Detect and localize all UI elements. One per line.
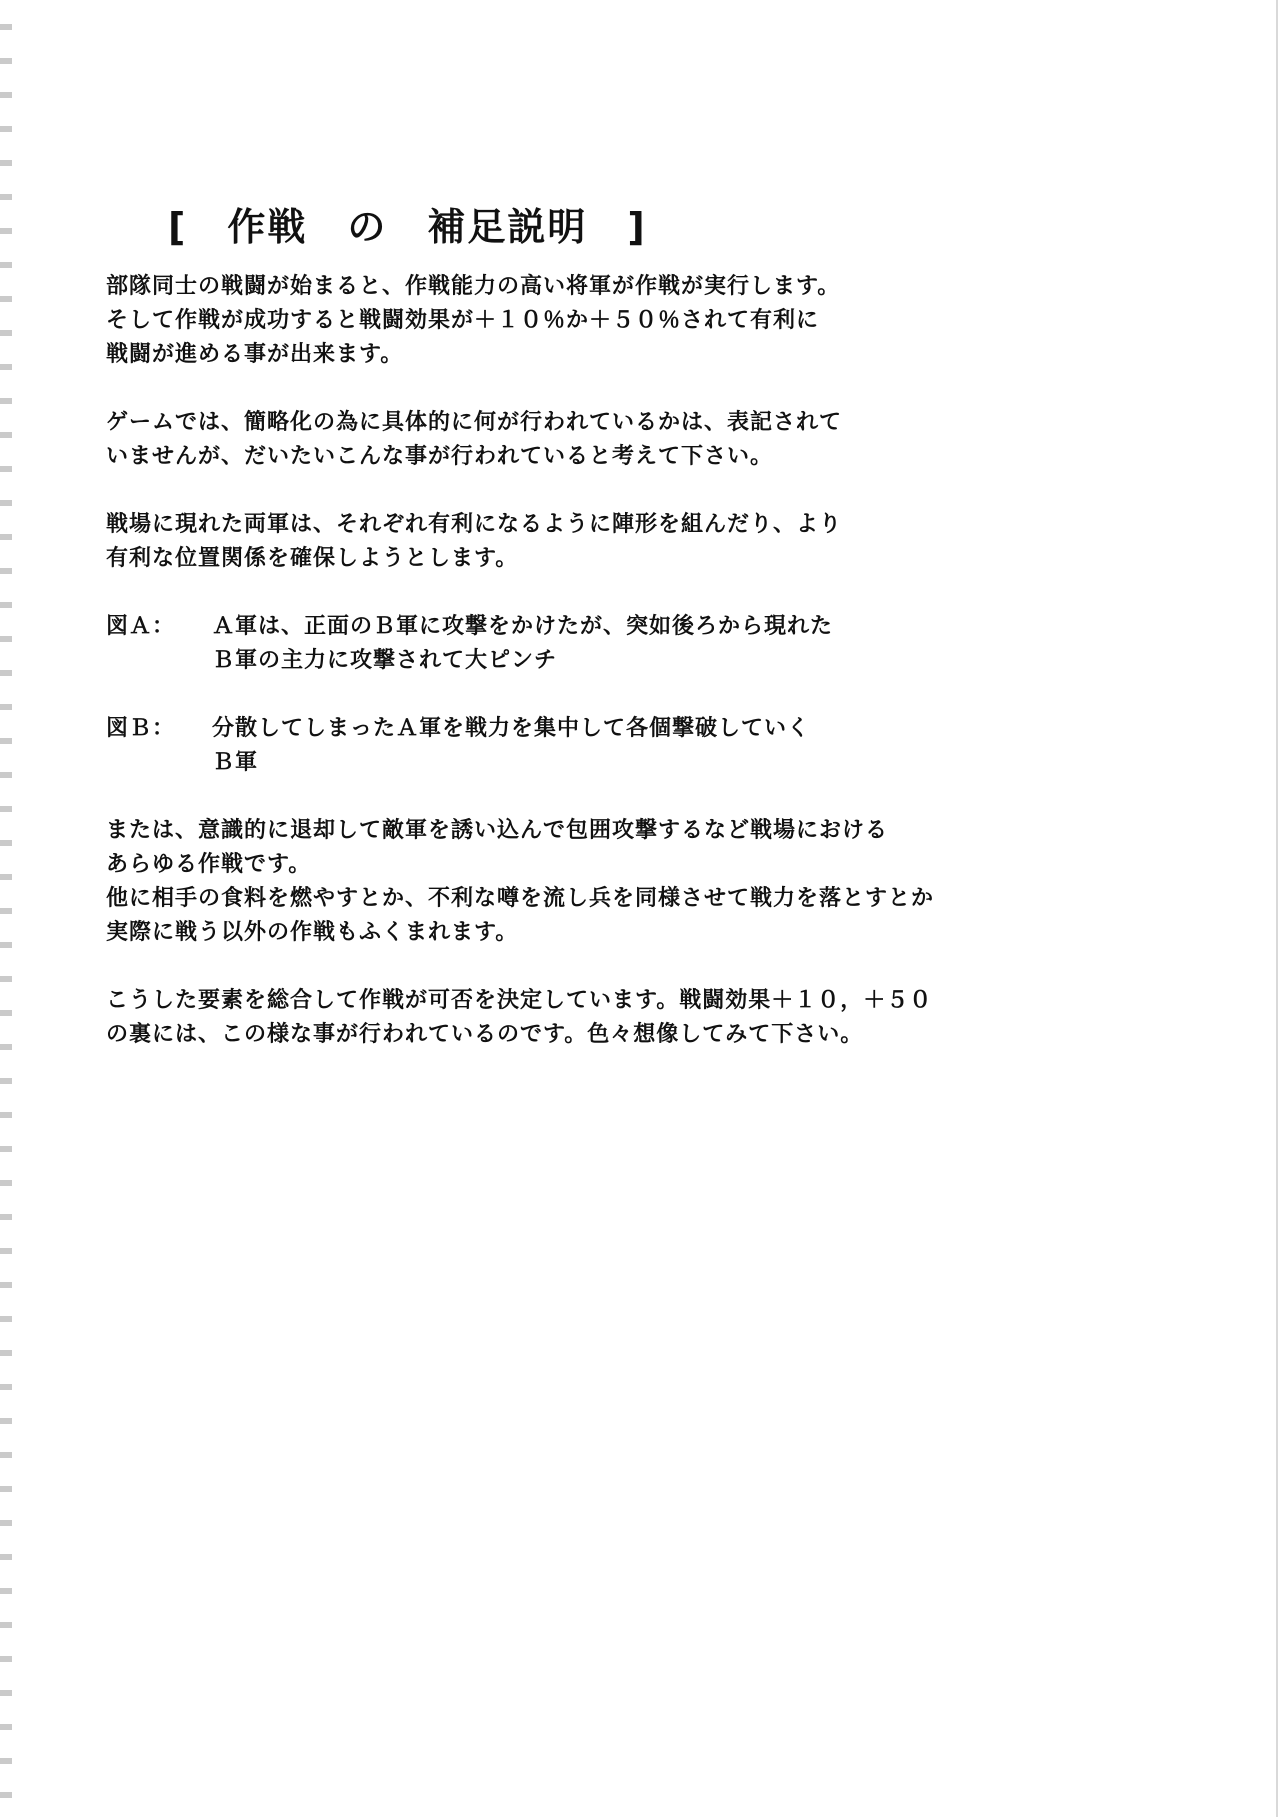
text-line: いませんが、だいたいこんな事が行われていると考えて下さい。 (106, 444, 774, 469)
figure-a-text (212, 610, 1106, 678)
page-title: [ 作戦 の 補足説明 ] (168, 205, 647, 249)
text-line: 実際に戦う以外の作戦もふくまれます。 (106, 920, 519, 945)
figure-a-label: 図Ａ： (106, 614, 176, 639)
game-note-paragraph (106, 406, 1106, 474)
text-line: あらゆる作戦です。 (106, 852, 312, 877)
figure-b-label: 図Ｂ： (106, 716, 176, 741)
text-line: Ａ軍は、正面のＢ軍に攻撃をかけたが、突如後ろから現れた (212, 614, 834, 639)
text-line: 戦場に現れた両軍は、それぞれ有利になるように陣形を組んだり、より (106, 512, 843, 537)
text-line: Ｂ軍の主力に攻撃されて大ピンチ (212, 648, 558, 673)
text-line: ゲームでは、簡略化の為に具体的に何が行われているかは、表記されて (106, 410, 843, 435)
battlefield-paragraph (106, 508, 1106, 576)
text-line: 他に相手の食料を燃やすとか、不利な噂を流し兵を同様させて戦力を落とすとか (106, 886, 935, 911)
text-line: 戦闘が進める事が出来ます。 (106, 342, 404, 367)
summary-paragraph (106, 984, 1106, 1052)
document-body (106, 270, 1106, 1086)
text-line: の裏には、この様な事が行われているのです。色々想像してみて下さい。 (106, 1022, 864, 1047)
tactics-paragraph (106, 814, 1106, 950)
text-line: そして作戦が成功すると戦闘効果が＋１０％か＋５０％されて有利に (106, 308, 820, 333)
figure-b-text (212, 712, 1106, 780)
text-line: 部隊同士の戦闘が始まると、作戦能力の高い将軍が作戦が実行します。 (106, 274, 841, 299)
text-line: 分散してしまったＡ軍を戦力を集中して各個撃破していく (212, 716, 811, 741)
figure-b-description (106, 712, 1106, 780)
intro-paragraph (106, 270, 1106, 372)
text-line: こうした要素を総合して作戦が可否を決定しています。戦闘効果＋１０，＋５０ (106, 988, 933, 1013)
text-line: または、意識的に退却して敵軍を誘い込んで包囲攻撃するなど戦場における (106, 818, 889, 843)
text-line: Ｂ軍 (212, 750, 259, 775)
text-line: 有利な位置関係を確保しようとします。 (106, 546, 519, 571)
figure-a-description (106, 610, 1106, 678)
